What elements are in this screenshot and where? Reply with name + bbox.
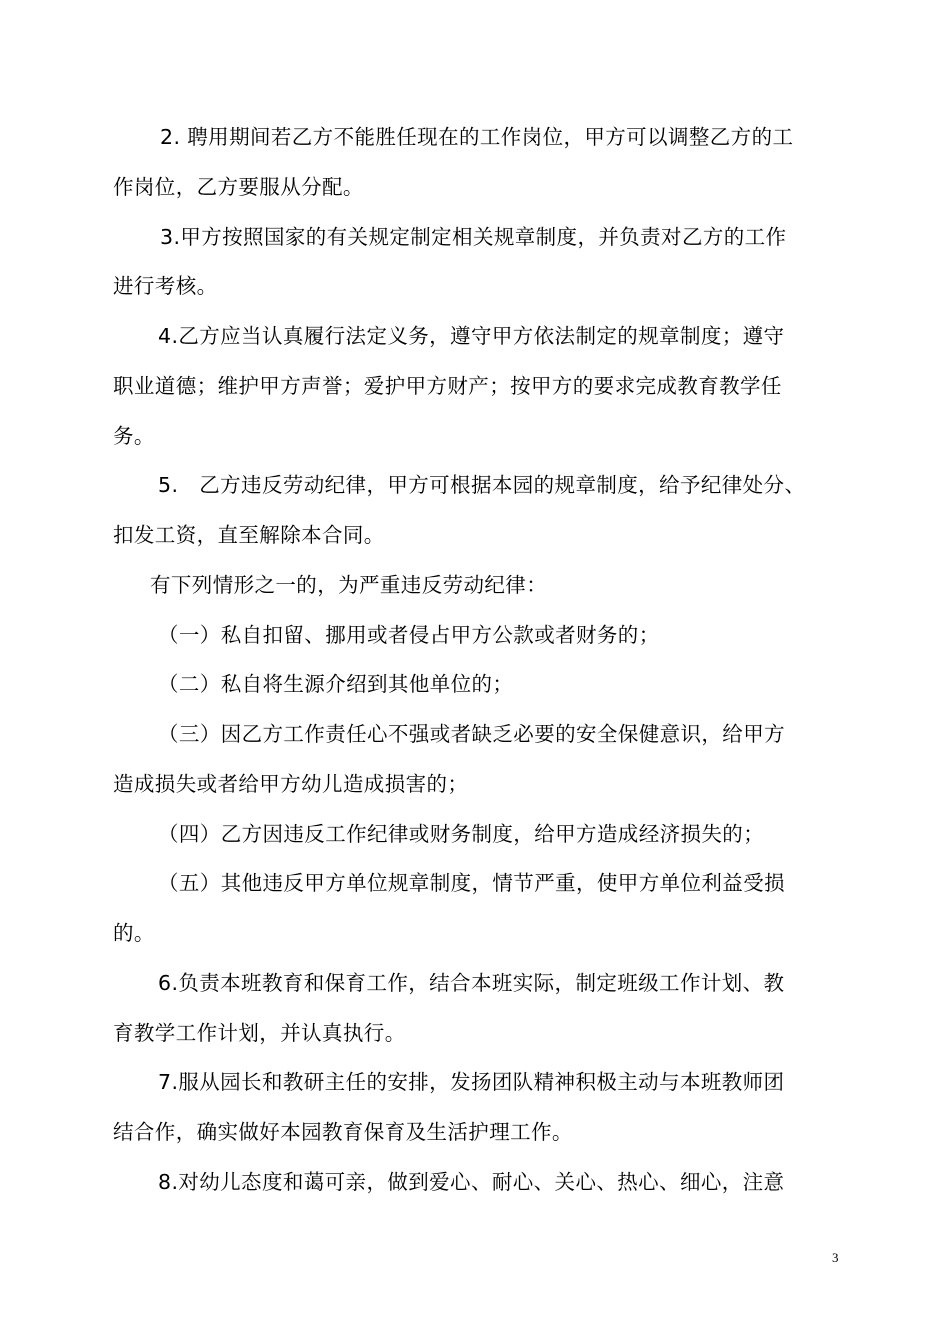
- text-line: 4.乙方应当认真履行法定义务，遵守甲方依法制定的规章制度；遵守: [158, 324, 785, 348]
- text-line: 8.对幼儿态度和蔼可亲，做到爱心、耐心、关心、热心、细心，注意: [158, 1170, 785, 1194]
- text-line: （三）因乙方工作责任心不强或者缺乏必要的安全保健意识，给甲方: [158, 722, 785, 746]
- text-line: 造成损失或者给甲方幼儿造成损害的；: [113, 772, 469, 796]
- text-line: 务。: [113, 424, 155, 448]
- text-line: 扣发工资，直至解除本合同。: [113, 523, 385, 547]
- text-line: （一）私自扣留、挪用或者侵占甲方公款或者财务的；: [158, 623, 660, 647]
- text-line: 5. 乙方违反劳动纪律，甲方可根据本园的规章制度，给予纪律处分、: [158, 473, 806, 497]
- text-line: 育教学工作计划，并认真执行。: [113, 1021, 406, 1045]
- text-line: （五）其他违反甲方单位规章制度，情节严重，使甲方单位利益受损: [158, 871, 785, 895]
- text-line: 3.甲方按照国家的有关规定制定相关规章制度，并负责对乙方的工作: [160, 225, 787, 249]
- text-line: 进行考核。: [113, 274, 218, 298]
- text-line: 6.负责本班教育和保育工作，结合本班实际，制定班级工作计划、教: [158, 971, 785, 995]
- text-line: 有下列情形之一的，为严重违反劳动纪律：: [150, 573, 548, 597]
- text-line: （四）乙方因违反工作纪律或财务制度，给甲方造成经济损失的；: [158, 822, 765, 846]
- text-line: 7.服从园长和教研主任的安排，发扬团队精神积极主动与本班教师团: [158, 1070, 785, 1094]
- text-line: 结合作，确实做好本园教育保育及生活护理工作。: [113, 1120, 573, 1144]
- text-line: 的。: [113, 921, 155, 945]
- text-line: 2. 聘用期间若乙方不能胜任现在的工作岗位，甲方可以调整乙方的工: [160, 125, 794, 149]
- text-line: 作岗位，乙方要服从分配。: [113, 175, 364, 199]
- page-number: 3: [832, 1250, 839, 1265]
- text-line: 职业道德；维护甲方声誉；爱护甲方财产；按甲方的要求完成教育教学任: [113, 374, 782, 398]
- text-line: （二）私自将生源介绍到其他单位的；: [158, 672, 514, 696]
